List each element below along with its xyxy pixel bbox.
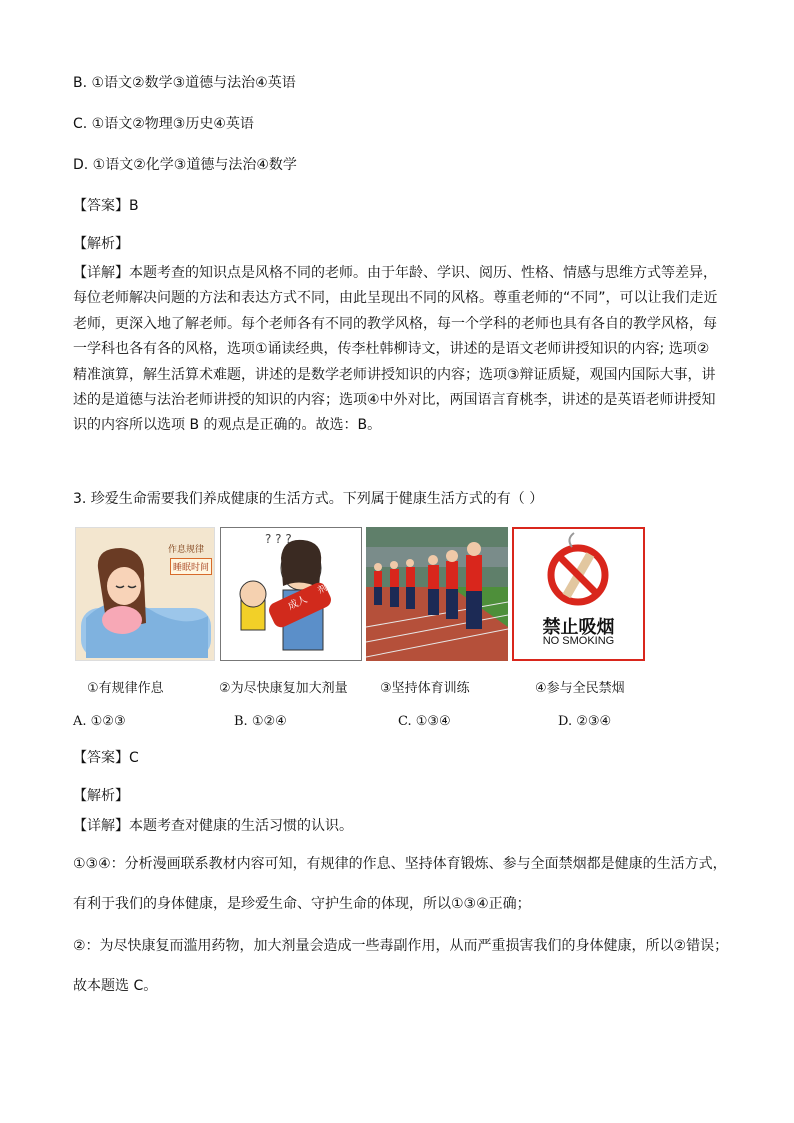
picture-sports-training <box>366 527 508 661</box>
caption-2: ②为尽快康复加大剂量 <box>219 681 348 696</box>
detail-intro: 【详解】本题考查对健康的生活习惯的认识。 <box>73 818 353 834</box>
option-d: D. ①语文②化学③道德与法治④数学 <box>73 157 297 173</box>
choice-d: D. ②③④ <box>558 714 612 729</box>
sign-sub: 睡眠时间 <box>170 558 212 575</box>
analysis-line-1a: ①③④：分析漫画联系教材内容可知，有规律的作息、坚持体育锻炼、参与全面禁烟都是健康的生活方式， <box>73 856 727 872</box>
caption-3: ③坚持体育训练 <box>380 681 470 696</box>
bottle-label: 成人 <box>286 594 310 613</box>
answer-label: 【答案】B <box>73 198 139 214</box>
choice-b: B. ①②④ <box>234 714 287 729</box>
choice-a: A. ①②③ <box>73 714 126 729</box>
question-marks: ? ? ? <box>265 532 292 546</box>
conclusion: 故本题选 C。 <box>73 978 158 994</box>
choice-c: C. ①③④ <box>398 714 451 729</box>
question-stem: 3. 珍爱生命需要我们养成健康的生活方式。下列属于健康生活方式的有（ ） <box>73 491 544 507</box>
option-c: C. ①语文②物理③历史④英语 <box>73 116 254 132</box>
sign-title: 作息规律 <box>168 545 205 555</box>
analysis-line-1b: 有利于我们的身体健康，是珍爱生命、守护生命的体现，所以①③④正确； <box>73 896 531 912</box>
option-b: B. ①语文②数学③道德与法治④英语 <box>73 75 296 91</box>
analysis-line-2: ②：为尽快康复而滥用药物，加大剂量会造成一些毒副作用，从而严重损害我们的身体健康，所以②错误； <box>73 938 729 954</box>
picture-no-smoking <box>512 527 645 661</box>
analysis-label: 【解析】 <box>73 236 129 252</box>
analysis-label-q3: 【解析】 <box>73 788 129 804</box>
sign-cn: 禁止吸烟 <box>542 617 615 638</box>
picture-regular-rest <box>75 527 215 661</box>
caption-4: ④参与全民禁烟 <box>535 681 625 696</box>
sign-en: NO SMOKING <box>542 635 615 647</box>
caption-1: ①有规律作息 <box>87 681 164 696</box>
runners-track-icon <box>366 527 508 661</box>
picture-overdose <box>220 527 362 661</box>
answer-label-q3: 【答案】C <box>73 750 139 766</box>
pill-label: 剂量 <box>316 579 337 597</box>
detail-paragraph: 【详解】本题考查的知识点是风格不同的老师。由于年龄、学识、阅历、性格、情感与思维方式等差异，每位老师解决问题的方法和表达方式不同，由此呈现出不同的风格。尊重老师的“不同”，可以让我们走近老师，更深入地了解老师。每个老师各有不同的教学风格，每一个学科的老师也具有各自的教学风格，每一学科也各有各的风格，选项①诵读经典，传李杜韩柳诗文，讲述的是语文老师讲授知识的内容; 选项②精准演算，解生活算术难题，讲述的是数学老师讲授知识的内容；选项③辩证质疑，观国内国际大事，讲述的是道德与法治老师讲授的知识的内容；选项④中外对比，两国语言育桃李，讲述的是英语老师讲授知识的内容所以选项 B 的观点是正确的。故选：B。 <box>73 265 718 434</box>
